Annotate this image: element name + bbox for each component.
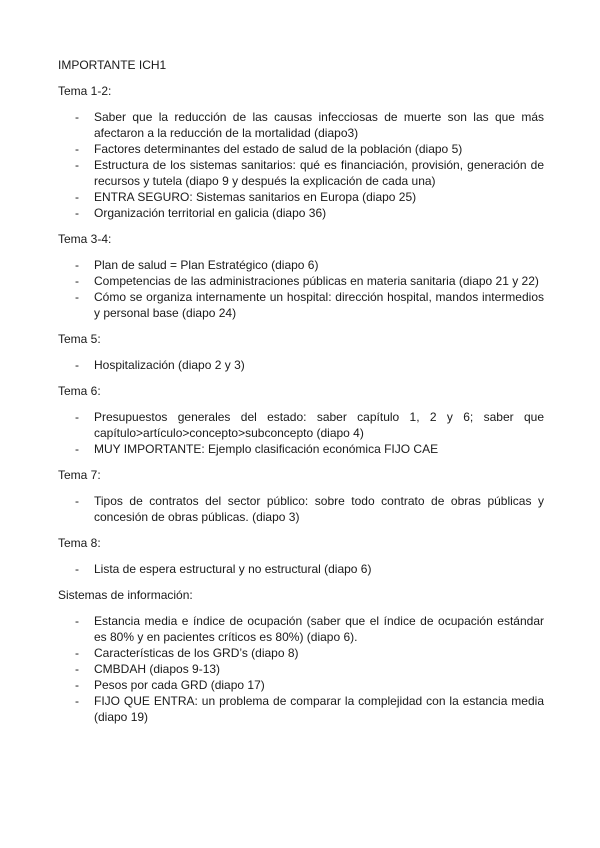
list-item [58,409,544,441]
section-heading: Tema 1-2: [58,84,112,98]
list-item-text: Factores determinantes del estado de salud de la población (diapo 5) [94,142,463,156]
list-item [58,677,544,693]
list-item [58,493,544,525]
section-list [58,357,544,373]
list-item-text: Plan de salud = Plan Estratégico (diapo 6) [94,258,319,272]
section-list [58,493,544,525]
list-item-text: CMBDAH (diapos 9-13) [94,662,221,676]
dash-bullet-icon: - [75,562,79,576]
dash-bullet-icon: - [75,290,79,304]
list-item-text: Competencias de las administraciones públicas en materia sanitaria (diapo 21 y 22) [94,274,539,288]
section-heading: Tema 6: [58,384,101,398]
dash-bullet-icon: - [75,662,79,676]
dash-bullet-icon: - [75,694,79,708]
section-list [58,561,544,577]
section-heading: Tema 7: [58,468,101,482]
dash-bullet-icon: - [75,158,79,172]
list-item-text: MUY IMPORTANTE: Ejemplo clasificación económica FIJO CAE [94,442,439,456]
list-item-text: Organización territorial en galicia (diapo 36) [94,206,327,220]
list-item-text: Saber que la reducción de las causas infecciosas de muerte son las que más afectaron a la reducción de la mortalidad (diapo3) [94,110,544,140]
list-item [58,257,544,273]
list-item [58,109,544,141]
dash-bullet-icon: - [75,442,79,456]
list-item [58,613,544,645]
list-item-text: Hospitalización (diapo 2 y 3) [94,358,245,372]
dash-bullet-icon: - [75,206,79,220]
list-item [58,645,544,661]
section-heading: Tema 8: [58,536,101,550]
dash-bullet-icon: - [75,110,79,124]
list-item-text: ENTRA SEGURO: Sistemas sanitarios en Europa (diapo 25) [94,190,417,204]
dash-bullet-icon: - [75,258,79,272]
list-item [58,661,544,677]
list-item [58,441,544,457]
dash-bullet-icon: - [75,142,79,156]
list-item [58,357,544,373]
document-title: IMPORTANTE ICH1 [58,58,167,72]
section-heading: Sistemas de información: [58,588,193,602]
section-list [58,257,544,321]
dash-bullet-icon: - [75,494,79,508]
list-item [58,205,544,221]
list-item [58,273,544,289]
list-item-text: Presupuestos generales del estado: saber capítulo 1, 2 y 6; saber que capítulo>artículo>concepto>subconcepto (diapo 4) [94,410,544,440]
list-item-text: Lista de espera estructural y no estructural (diapo 6) [94,562,372,576]
section-heading: Tema 3-4: [58,232,112,246]
list-item-text: FIJO QUE ENTRA: un problema de comparar la complejidad con la estancia media (diapo 19) [94,694,544,724]
section-list [58,109,544,221]
section-heading: Tema 5: [58,332,101,346]
list-item-text: Estructura de los sistemas sanitarios: qué es financiación, provisión, generación de recursos y tutela (diapo 9 y después la explicación de cada una) [94,158,544,188]
dash-bullet-icon: - [75,614,79,628]
list-item [58,289,544,321]
list-item [58,157,544,189]
list-item-text: Pesos por cada GRD (diapo 17) [94,678,265,692]
dash-bullet-icon: - [75,410,79,424]
dash-bullet-icon: - [75,190,79,204]
dash-bullet-icon: - [75,646,79,660]
list-item-text: Estancia media e índice de ocupación (saber que el índice de ocupación estándar es 80% y en pacientes críticos es 80%) (diapo 6). [94,614,544,644]
list-item [58,189,544,205]
list-item-text: Tipos de contratos del sector público: sobre todo contrato de obras públicas y concesión de obras públicas. (diapo 3) [94,494,544,524]
list-item [58,561,544,577]
section-list [58,409,544,457]
list-item-text: Cómo se organiza internamente un hospital: dirección hospital, mandos intermedios y personal base (diapo 24) [94,290,544,320]
section-list [58,613,544,725]
dash-bullet-icon: - [75,678,79,692]
list-item [58,693,544,725]
dash-bullet-icon: - [75,358,79,372]
list-item-text: Características de los GRD’s (diapo 8) [94,646,299,660]
dash-bullet-icon: - [75,274,79,288]
document-body [58,83,544,725]
list-item [58,141,544,157]
